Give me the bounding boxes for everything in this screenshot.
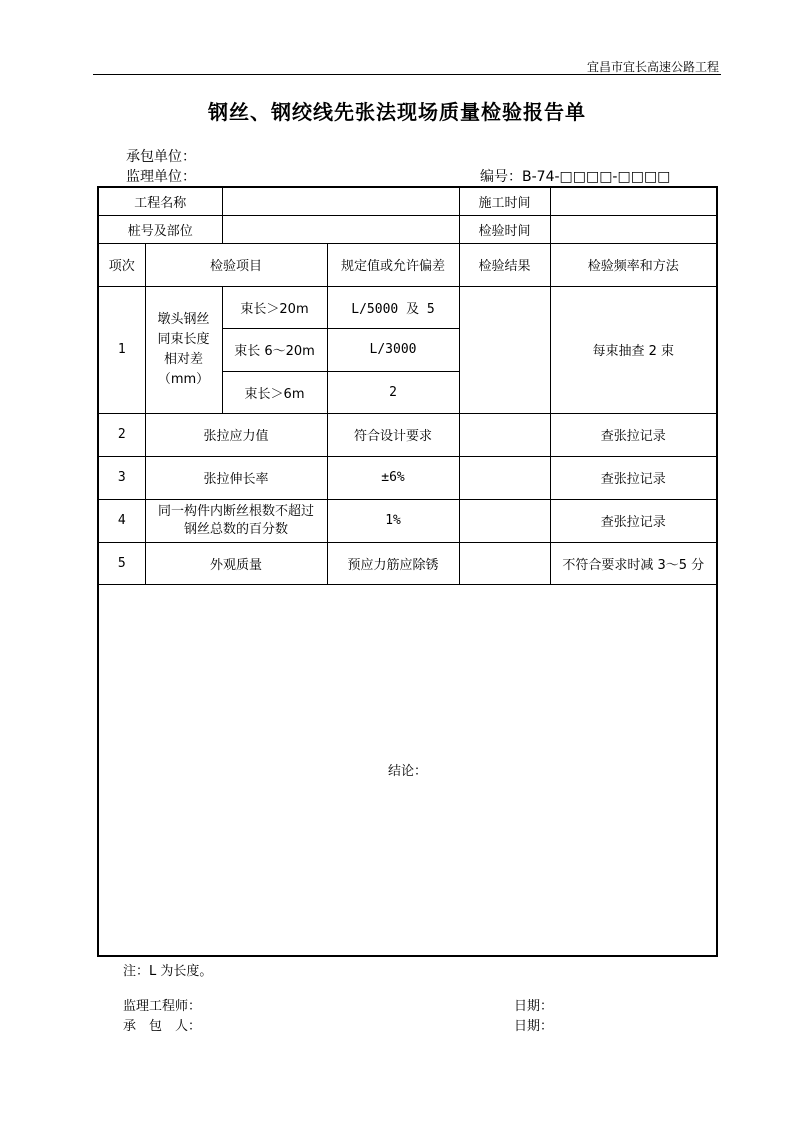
row5-spec: 预应力筋应除锈 [327,542,459,584]
row1-sub3-label: 束长＞6m [222,371,327,413]
construction-time-value[interactable] [550,187,717,215]
inspection-time-label: 检验时间 [459,215,550,243]
row1-sub2-spec: L/3000 [327,328,459,371]
project-header: 宜昌市宜长高速公路工程 [586,60,719,74]
date-label-1: 日期： [514,999,554,1014]
row2-spec: 符合设计要求 [327,413,459,456]
row3-result[interactable] [459,456,550,499]
contractor-unit-label: 承包单位： [126,149,196,165]
row1-item: 墩头钢丝同束长度相对差（mm） [145,286,222,413]
row1-sub2-label: 束长 6～20m [222,328,327,371]
row1-method: 每束抽查 2 束 [550,286,717,413]
engineer-signature-label: 监理工程师： [123,999,202,1014]
col-method: 检验频率和方法 [550,243,717,286]
form-number: 编号：B-74-□□□□-□□□□ [480,169,671,185]
row3-method: 查张拉记录 [550,456,717,499]
inspection-form [97,186,718,957]
conclusion-label: 结论： [388,764,428,780]
project-name-value[interactable] [222,187,459,215]
row2-result[interactable] [459,413,550,456]
row5-item: 外观质量 [145,542,327,584]
row2-method: 查张拉记录 [550,413,717,456]
project-name-label: 工程名称 [98,187,222,215]
col-item: 检验项目 [145,243,327,286]
date-label-2: 日期： [514,1019,554,1034]
contractor-signature-label: 承 包 人： [123,1019,202,1034]
row2-no: 2 [98,413,145,456]
row5-no: 5 [98,542,145,584]
station-value[interactable] [222,215,459,243]
row4-spec: 1% [327,499,459,542]
row3-item: 张拉伸长率 [145,456,327,499]
row1-sub1-label: 束长＞20m [222,286,327,328]
footnote: 注：L 为长度。 [123,964,213,979]
row5-result[interactable] [459,542,550,584]
row5-method: 不符合要求时减 3～5 分 [550,542,717,584]
page-title: 钢丝、钢绞线先张法现场质量检验报告单 [208,100,586,124]
row2-item: 张拉应力值 [145,413,327,456]
station-label: 桩号及部位 [98,215,222,243]
row3-spec: ±6% [327,456,459,499]
conclusion-area[interactable] [98,584,717,956]
row4-method: 查张拉记录 [550,499,717,542]
row4-result[interactable] [459,499,550,542]
header-divider [93,74,721,75]
row1-sub1-spec: L/5000 及 5 [327,286,459,328]
construction-time-label: 施工时间 [459,187,550,215]
col-result: 检验结果 [459,243,550,286]
row4-no: 4 [98,499,145,542]
row4-item: 同一构件内断丝根数不超过钢丝总数的百分数 [145,499,327,542]
supervisor-unit-label: 监理单位： [126,169,196,185]
row1-no: 1 [98,286,145,413]
row3-no: 3 [98,456,145,499]
row1-result[interactable] [459,286,550,413]
col-item-no: 项次 [98,243,145,286]
col-spec: 规定值或允许偏差 [327,243,459,286]
inspection-time-value[interactable] [550,215,717,243]
row1-sub3-spec: 2 [327,371,459,413]
